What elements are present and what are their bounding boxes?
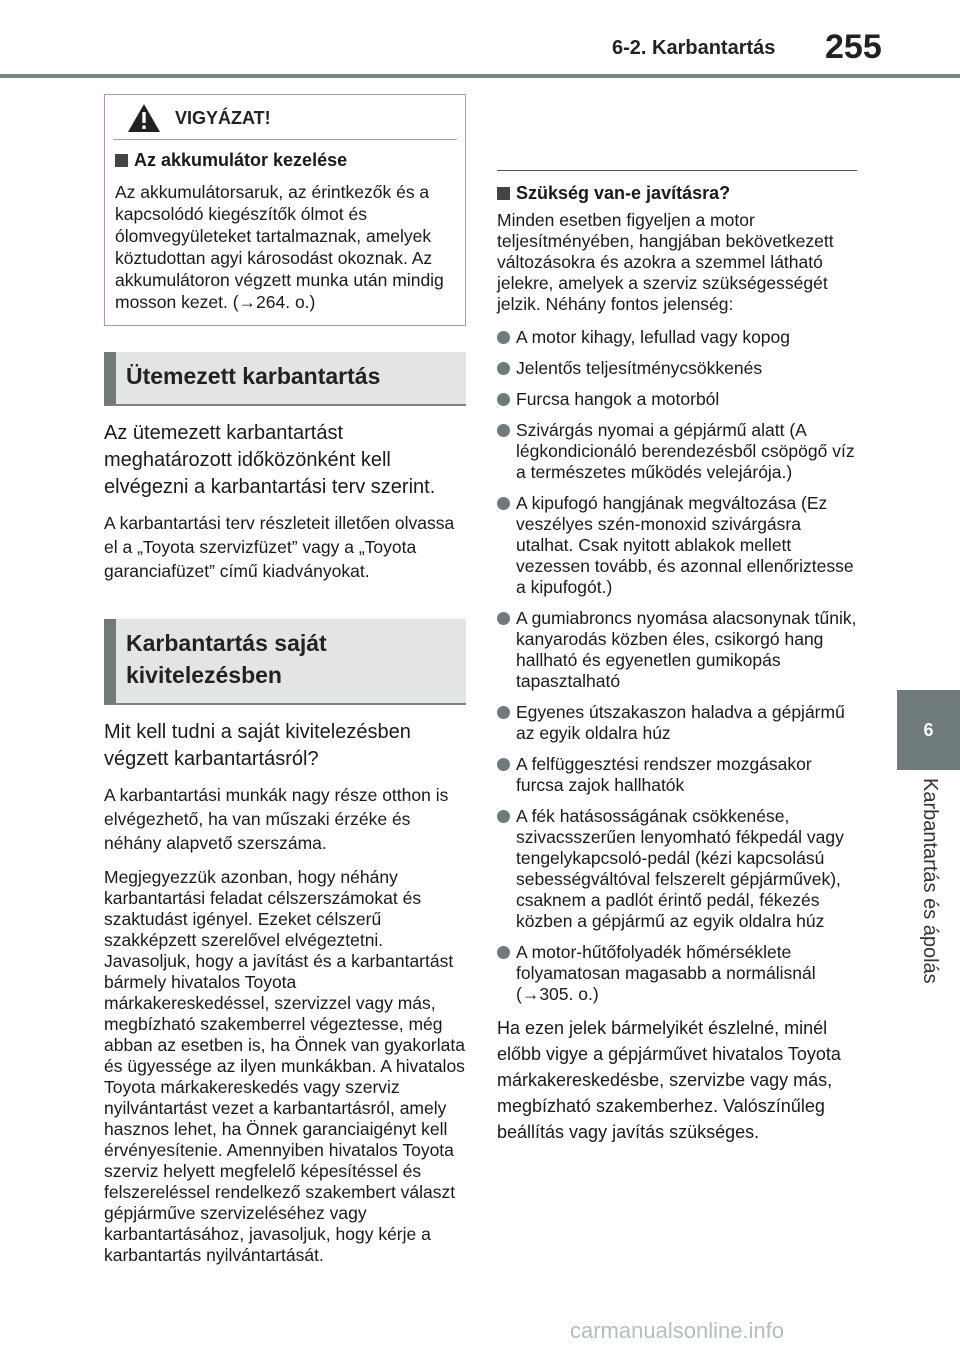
- subsection-divider: [497, 170, 857, 171]
- repair-subsection-title: [497, 183, 857, 204]
- warning-header: [105, 95, 465, 139]
- scheduled-paragraph: A karbantartási terv részleteit illetően olvassa el a „Toyota szervizfüzet” vagy a „Toyota garanciafüzet” című kiadványokat.: [104, 513, 455, 581]
- bullet-dot-icon: [497, 424, 510, 437]
- list-item: [497, 327, 857, 348]
- header-divider: [0, 74, 960, 78]
- list-item-text: A fék hatásosságának csökkenése, szivacsszerűen lenyomható fékpedál vagy tengelykapcsoló-pedál (kézi kapcsolású sebességváltóval felszerelt gépjárművek), csaknem a padlót érintő pedál, fékezés közben a gépjármű az egyik oldalra húz: [516, 806, 844, 931]
- list-item: [497, 420, 857, 483]
- bullet-dot-icon: [497, 758, 510, 771]
- section-heading-scheduled: Ütemezett karbantartás: [104, 352, 466, 406]
- chapter-number: 6: [923, 719, 934, 740]
- list-item-text: A motor-hűtőfolyadék hőmérséklete folyamatosan magasabb a normálisnál (→305. o.): [516, 942, 816, 1004]
- scheduled-intro: Az ütemezett karbantartást meghatározott időközönként kell elvégezni a karbantartási terv szerint.: [104, 422, 436, 498]
- section-heading-diy: Karbantartás saját kivitelezésben: [104, 619, 466, 705]
- bullet-dot-icon: [497, 331, 510, 344]
- repair-title-text: Szükség van-e javításra?: [516, 183, 731, 203]
- bullet-dot-icon: [497, 946, 510, 959]
- symptom-list: [497, 327, 857, 1005]
- list-item: [497, 608, 857, 692]
- list-item-text: A motor kihagy, lefullad vagy kopog: [516, 327, 791, 347]
- list-item-text: A kipufogó hangjának megváltozása (Ez veszélyes szén-monoxid szivárgásra utalhat. Csak nyitott ablakok mellett vezessen tovább, és azonnal ellenőriztesse a kipufogót.): [516, 493, 854, 597]
- diy-paragraph-1: A karbantartási munkák nagy része otthon is elvégezhető, ha van műszaki érzéke és néhány alapvető szerszáma.: [104, 785, 449, 853]
- list-item-text: A felfüggesztési rendszer mozgásakor furcsa zajok hallhatók: [516, 754, 812, 795]
- warning-divider: [113, 139, 457, 140]
- warning-subtitle: [105, 148, 465, 177]
- warning-subtitle-text: Az akkumulátor kezelése: [134, 150, 348, 170]
- square-bullet-icon: [115, 154, 128, 167]
- list-item-text: Egyenes útszakaszon haladva a gépjármű az egyik oldalra húz: [516, 702, 845, 743]
- repair-intro: Minden esetben figyeljen a motor teljesítményében, hangjában bekövetkezett változásokra és azokra a szemmel látható jelekre, amelyek a szerviz szükségességét jelzik. Néhány fontos jelenség:: [497, 210, 834, 314]
- chapter-tab: [897, 690, 960, 770]
- side-chapter-title-text: Karbantartás és ápolás: [918, 778, 941, 984]
- list-item: [497, 942, 857, 1005]
- list-item-text: Furcsa hangok a motorból: [516, 389, 720, 409]
- bullet-dot-icon: [497, 393, 510, 406]
- diy-intro: Mit kell tudni a saját kivitelezésben végzett karbantartásról?: [104, 721, 411, 770]
- list-item-text: A gumiabroncs nyomása alacsonynak tűnik, kanyarodás közben éles, csikorgó hang hallható és egyenetlen gumikopás tapasztalható: [516, 608, 857, 691]
- warning-text: Az akkumulátorsaruk, az érintkezők és a kapcsolódó kiegészítők ólmot és ólomvegyületeket tartalmaznak, amelyek köztudottan agyi károsodást okoznak. Az akkumulátoron végzett munka után mindig mosson kezet. (→264. o.): [115, 182, 444, 312]
- watermark: carmanualsonline.info: [570, 1318, 785, 1343]
- bullet-dot-icon: [497, 612, 510, 625]
- right-column: [497, 86, 857, 1145]
- list-item: [497, 754, 857, 796]
- list-item: [497, 358, 857, 379]
- square-bullet-icon: [497, 187, 510, 200]
- bullet-dot-icon: [497, 810, 510, 823]
- side-chapter-title: [897, 778, 960, 1018]
- list-item: [497, 493, 857, 598]
- list-item: [497, 389, 857, 410]
- bullet-dot-icon: [497, 706, 510, 719]
- bullet-dot-icon: [497, 497, 510, 510]
- left-column: [104, 94, 466, 1278]
- diy-paragraph-2: Megjegyezzük azonban, hogy néhány karbantartási feladat célszerszámokat és szaktudást igényel. Ezeket célszerű szakképzett szerelővel elvégeztetni. Javasoljuk, hogy a javítást és a karbantartást bármely hivatalos Toyota márkakereskedéssel, szervizzel vagy más, megbízható szakemberrel végeztesse, még abban az esetben is, ha Önnek van gyakorlata és ügyessége az ilyen munkákban. A hivatalos Toyota márkakereskedés vagy szerviz nyilvántartást vezet a karbantartásról, amely hasznos lehet, ha Önnek garanciaigényt kell érvényesítenie. Amennyiben hivatalos Toyota szerviz helyett megfelelő képesítéssel és felszereléssel rendelkező szakembert választ gépjárműve szervizeléséhez vagy karbantartásához, javasoljuk, hogy kérje a karbantartás nyilvántartását.: [104, 867, 465, 1265]
- warning-icon: [127, 103, 161, 133]
- page-number: 255: [825, 28, 882, 66]
- list-item: [497, 806, 857, 932]
- warning-box: [104, 94, 466, 326]
- list-item: [497, 702, 857, 744]
- list-item-text: Szivárgás nyomai a gépjármű alatt (A légkondicionáló berendezésből csöpögő víz a természetes működés velejárója.): [516, 420, 855, 482]
- list-item-text: Jelentős teljesítménycsökkenés: [516, 358, 763, 378]
- bullet-dot-icon: [497, 362, 510, 375]
- repair-closing: Ha ezen jelek bármelyikét észlelné, minél előbb vigye a gépjárművet hivatalos Toyota márkakereskedésbe, szervizbe vagy más, megbízható szakemberhez. Valószínűleg beállítás vagy javítás szükséges.: [497, 1018, 841, 1142]
- section-header: 6-2. Karbantartás: [612, 37, 776, 59]
- warning-title: VIGYÁZAT!: [175, 107, 271, 128]
